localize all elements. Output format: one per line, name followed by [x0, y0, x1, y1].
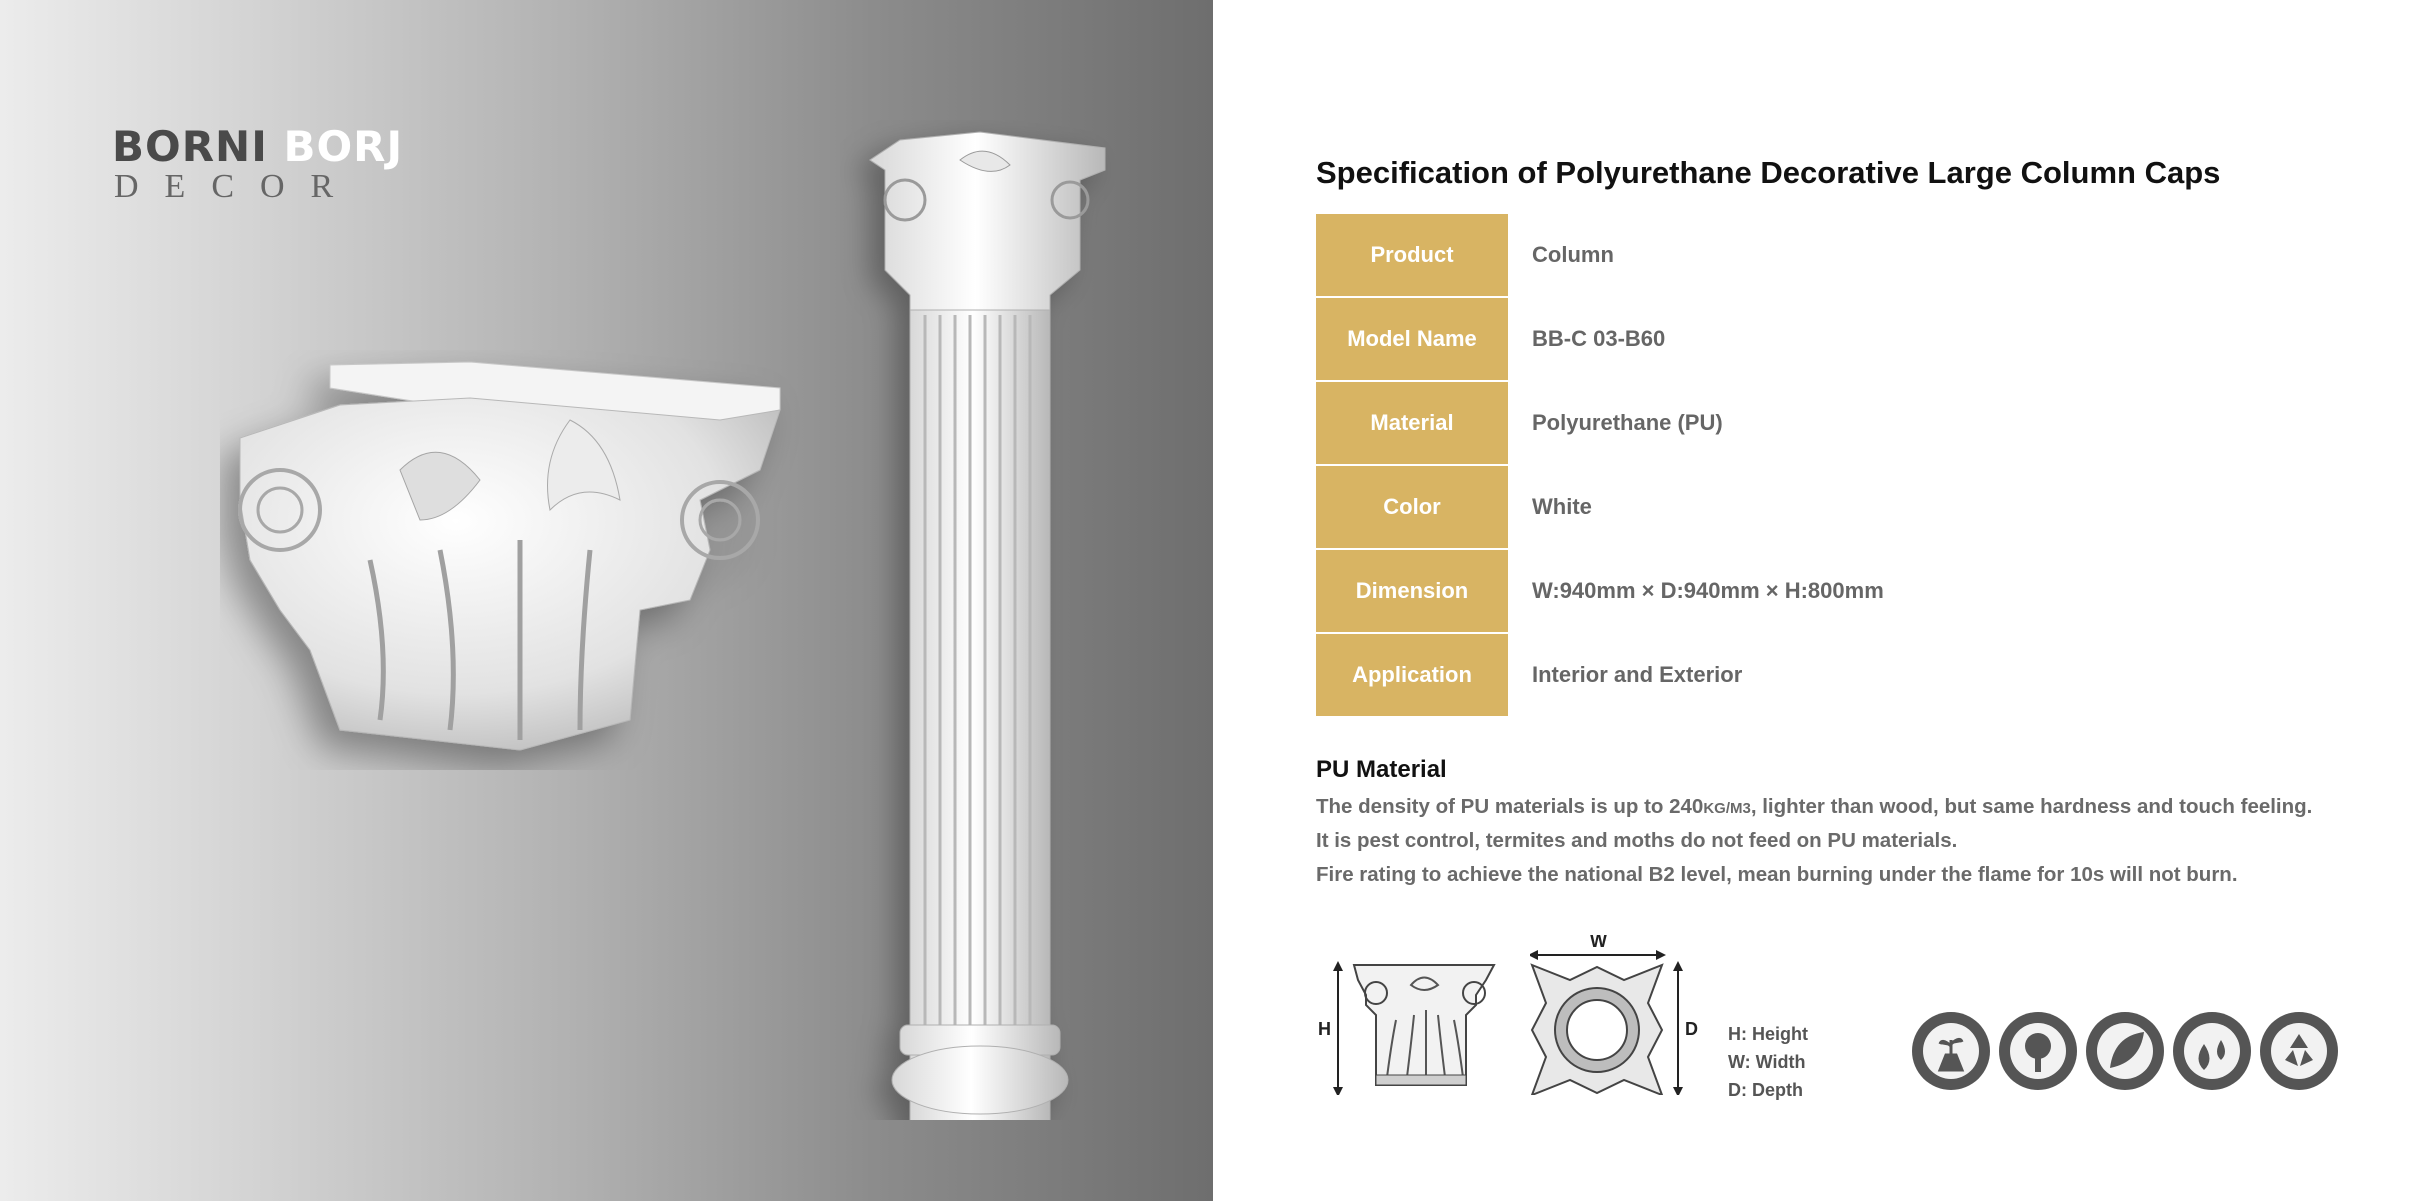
pu-density-unit: KG/M3: [1703, 800, 1751, 817]
pu-material-line-1: [1316, 795, 2312, 819]
front-view-diagram: [1316, 935, 1506, 1095]
spec-value: Polyurethane (PU): [1532, 410, 1723, 435]
spec-value: White: [1532, 494, 1592, 519]
dimension-legend: [1728, 1020, 1808, 1104]
pu-material-heading: PU Material: [1316, 756, 1447, 783]
brand-subtitle: DECOR: [114, 168, 360, 205]
legend-width: W: Width: [1728, 1052, 1806, 1072]
biodegradable-icon: [2258, 1010, 2340, 1092]
feature-badges: [1910, 1010, 2340, 1092]
legend-depth: D: Depth: [1728, 1080, 1803, 1100]
spec-key: Material: [1316, 382, 1508, 464]
pu-material-line-2: It is pest control, termites and moths do not feed on PU materials.: [1316, 829, 1958, 852]
formaldehyde-free-icon: [1910, 1010, 1992, 1092]
brand-name-part2: BORJ: [283, 122, 404, 171]
width-label: W: [1590, 935, 1607, 951]
spec-value: BB-C 03-B60: [1532, 326, 1666, 351]
legend-height: H: Height: [1728, 1024, 1808, 1044]
brand-logo: [112, 122, 403, 171]
brand-name-part1: BORNI: [112, 122, 268, 171]
spec-key: Dimension: [1316, 550, 1508, 632]
pu-density-text: The density of PU materials is up to 240: [1316, 795, 1704, 818]
pu-material-line-3: Fire rating to achieve the national B2 level, mean burning under the flame for 10s will not burn.: [1316, 863, 2238, 886]
spec-row-product: [1316, 214, 1884, 298]
spec-key: Product: [1316, 214, 1508, 296]
full-column-image: [840, 120, 1130, 1120]
pu-density-text-end: , lighter than wood, but same hardness and touch feeling.: [1750, 795, 2313, 818]
page-title: Specification of Polyurethane Decorative Large Column Caps: [1316, 155, 2221, 190]
depth-label: D: [1685, 1019, 1698, 1039]
height-label: H: [1318, 1019, 1331, 1039]
spec-row-material: [1316, 382, 1884, 466]
hypoallergenic-icon: [2084, 1010, 2166, 1092]
spec-key: Model Name: [1316, 298, 1508, 380]
top-view-diagram: [1530, 935, 1710, 1095]
spec-value: Interior and Exterior: [1532, 662, 1743, 687]
spec-table: [1316, 214, 1884, 718]
spec-row-dimension: [1316, 550, 1884, 634]
column-cap-image: [220, 350, 800, 770]
moisture-resistant-icon: [2171, 1010, 2253, 1092]
spec-value: Column: [1532, 242, 1614, 267]
spec-key: Application: [1316, 634, 1508, 716]
spec-row-color: [1316, 466, 1884, 550]
spec-row-model-name: [1316, 298, 1884, 382]
spec-row-application: [1316, 634, 1884, 718]
spec-key: Color: [1316, 466, 1508, 548]
spec-value: W:940mm × D:940mm × H:800mm: [1532, 578, 1884, 603]
cfc-free-icon: [1997, 1010, 2079, 1092]
